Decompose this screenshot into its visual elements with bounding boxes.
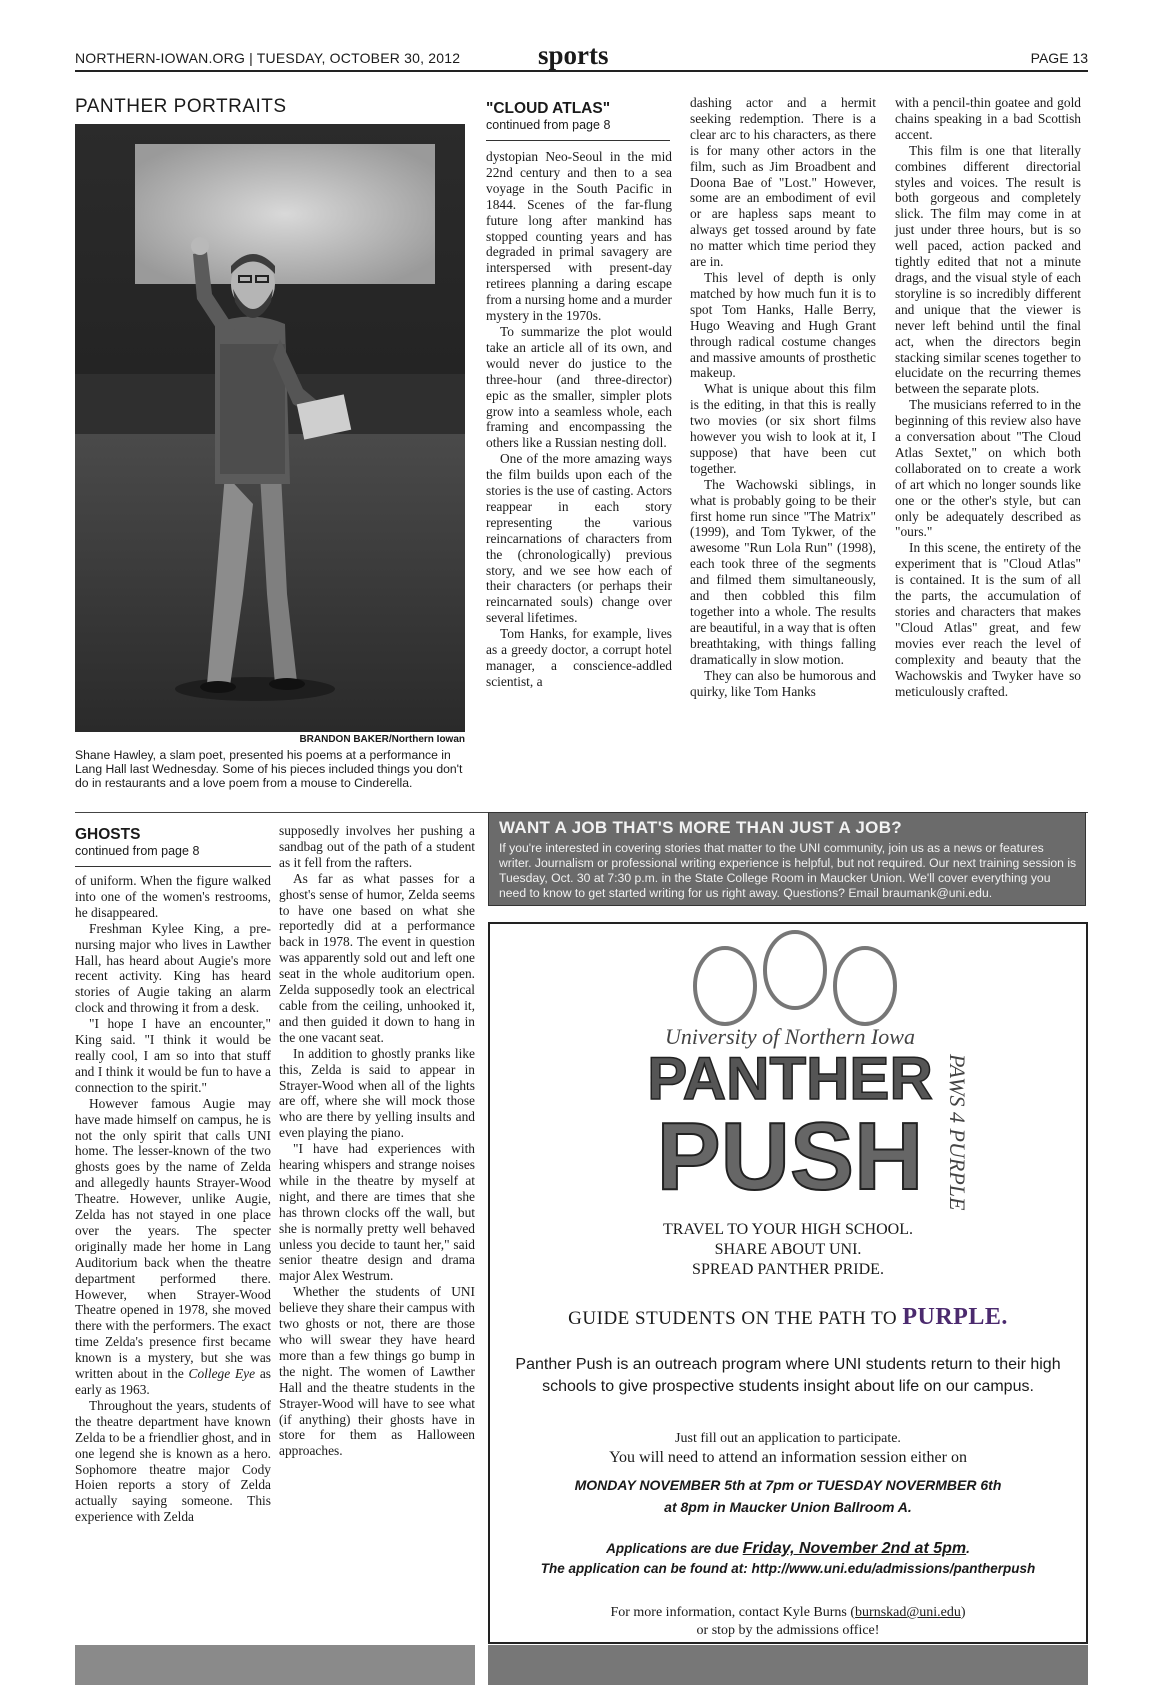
cloud-atlas-continued: continued from page 8 bbox=[486, 118, 611, 132]
callout-share: SHARE ABOUT UNI. bbox=[714, 1241, 862, 1258]
photo-credit: BRANDON BAKER/Northern Iowan bbox=[299, 734, 465, 745]
ghosts-rule bbox=[75, 866, 271, 867]
bottom-ad-strip-right bbox=[488, 1645, 1088, 1685]
paragraph: of uniform. When the figure walked into one of the women's restrooms, he disappeared. bbox=[75, 873, 271, 920]
paragraph: dashing actor and a hermit seeking redemption. There is a clear arc to his characters, as there is for many other actors in the film, such as Jim Broadbent and Doona Bae of "Lost." However, some are an embodiment of evil or are hapless saps meant to always get tossed around by fate no matter which time period they are in. bbox=[690, 95, 876, 270]
bottom-ad-strip-left bbox=[75, 1645, 475, 1685]
cloud-atlas-column-1 bbox=[486, 149, 672, 690]
publication-name: College Eye bbox=[188, 1366, 256, 1382]
apply-line-1: Just fill out an application to participate. bbox=[675, 1431, 901, 1446]
paragraph: This level of depth is only matched by how much fun it is to spot Tom Hanks, Halle Berry, Hugo Weaving and Hugh Grant through radical costume changes and massive amounts of prosthetic makeup. bbox=[690, 269, 876, 381]
paragraph: In addition to ghostly pranks like this, Zelda is said to appear in Strayer-Wood when all of the lights are off, where she will mock those who are there by yelling insults and even playing the piano. bbox=[279, 1045, 475, 1141]
paragraph: Whether the students of UNI believe they share their campus with two ghosts or not, there are those who will swear they have heard more than a few things go bump in the night. The women of Lawther Hall and the theatre students in the Strayer-Wood will have to see what (if anything) their ghosts have in store for them as Halloween approaches. bbox=[279, 1284, 475, 1459]
contact-email[interactable]: burnskad@uni.edu bbox=[855, 1605, 961, 1620]
ad-sessions bbox=[490, 1474, 1086, 1518]
logo-university: University of Northern Iowa bbox=[665, 1024, 915, 1049]
contact-text: For more information, contact Kyle Burns ( bbox=[610, 1605, 856, 1620]
ad-description: Panther Push is an outreach program where UNI students return to their high schools to give prospective students insight about life on our campus. bbox=[515, 1356, 1061, 1395]
performer-photo bbox=[75, 124, 465, 732]
paragraph: In this scene, the entirety of the experiment that is "Cloud Atlas" is contained. It is the sum of all the parts, the accumulation of stories and characters that makes "Cloud Atlas" great, and few movies ever reach the level of complexity and beauty that the Wachowskis and Twyker have so meticulously crafted. bbox=[895, 540, 1081, 699]
paragraph-text: However famous Augie may have made himself on campus, he is not the only spirit that calls UNI home. The lesser-known of the two ghosts goes by the name of Zelda and allegedly haunts Strayer-Wood Theatre. However, unlike Augie, Zelda has not stayed in one place over the years. The specter originally made her home in Lang Auditorium back when the theatre department performed there. However, when Strayer-Wood Theatre opened in 1978, she moved there with the performers. The exact time Zelda's presence first became known is a mystery, but she was written about in the bbox=[75, 1095, 271, 1382]
logo-push: PUSH bbox=[656, 1103, 924, 1210]
paw-toes-icon bbox=[695, 932, 895, 1024]
contact-line-1 bbox=[490, 1604, 1086, 1622]
paragraph: "I hope I have an encounter," King said. "I think it would be really cool, I am so into that stuff and I think it would be fun to have a connection to the spirit." bbox=[75, 1016, 271, 1095]
ghosts-kicker: GHOSTS bbox=[75, 826, 141, 843]
paragraph: One of the more amazing ways the film builds upon each of the stories is the use of casting. Actors reappear in each story representing the various reincarnations of characters from the (chronologically) previous story, and we see how each of their characters (or perhaps their reincarnated souls) change over several lifetimes. bbox=[486, 451, 672, 626]
header-dateline: NORTHERN-IOWAN.ORG | TUESDAY, OCTOBER 30, 2012 bbox=[75, 50, 461, 66]
ad-deadline bbox=[490, 1539, 1086, 1579]
callout-travel: TRAVEL TO YOUR HIGH SCHOOL. bbox=[663, 1221, 913, 1238]
session-line-2: at 8pm in Maucker Union Ballroom A. bbox=[664, 1499, 912, 1515]
panther-push-ad bbox=[488, 922, 1088, 1644]
paragraph: Tom Hanks, for example, lives as a greedy doctor, a corrupt hotel manager, a conscience-addled scientist, a bbox=[486, 626, 672, 689]
job-recruitment-ad bbox=[488, 812, 1086, 906]
section-title: sports bbox=[538, 40, 609, 70]
paragraph: "I have had experiences with hearing whispers and strange noises while in the theatre by myself at night, and there are times that she has thrown clocks off the wall, but she is normally pretty well behaved unless you decide to taunt her," said senior theatre design and drama major Alex Westrum. bbox=[279, 1141, 475, 1284]
job-ad-title: WANT A JOB THAT'S MORE THAN JUST A JOB? bbox=[499, 818, 902, 837]
photo-section-heading: PANTHER PORTRAITS bbox=[75, 96, 287, 117]
apply-line-2: You will need to attend an information session either on bbox=[609, 1449, 967, 1466]
paragraph: The musicians referred to in the beginning of this review also have a conversation about "The Cloud Atlas Sextet," on which both collaborated on to create a work of art which no longer sounds like one or the other's style, but can only be adequately described as "ours." bbox=[895, 397, 1081, 540]
photo-illustration bbox=[75, 124, 465, 732]
header-rule bbox=[75, 70, 1088, 72]
callout-spread: SPREAD PANTHER PRIDE. bbox=[692, 1261, 884, 1278]
ad-callouts bbox=[490, 1220, 1086, 1280]
page-number: PAGE 13 bbox=[1030, 50, 1088, 66]
tagline-text: GUIDE STUDENTS ON THE PATH TO bbox=[568, 1308, 903, 1329]
paragraph: As far as what passes for a ghost's sense of humor, Zelda seems to have one based on what she reportedly did at a performance back in 1978. The event in question was apparently sold out and left one seat in the whole auditorium open. Zelda supposedly took an electrical cable from the ceiling, unhooked it, and then guided it down to hang in the one vacant seat. bbox=[279, 870, 475, 1045]
application-url[interactable]: The application can be found at: http://www.uni.edu/admissions/pantherpush bbox=[540, 1561, 1036, 1576]
ghosts-jump-head bbox=[75, 826, 199, 858]
paragraph: with a pencil-thin goatee and gold chains speaking in a bad Scottish accent. bbox=[895, 95, 1081, 142]
paragraph: To summarize the plot would take an article all of its own, and would never do justice to the three-hour (and three-director) epic as the smaller, simpler plots grow into a seamless whole, each framing and encompassing the others like a Russian nesting doll. bbox=[486, 323, 672, 451]
paragraph: They can also be humorous and quirky, like Tom Hanks bbox=[690, 667, 876, 699]
panther-push-logo bbox=[490, 924, 1086, 1214]
cloud-atlas-column-3 bbox=[895, 95, 1081, 699]
ad-contact bbox=[490, 1604, 1086, 1640]
deadline-date: Friday, November 2nd at 5pm bbox=[742, 1540, 967, 1557]
ghosts-continued: continued from page 8 bbox=[75, 844, 200, 858]
paragraph bbox=[75, 1096, 271, 1398]
ad-tagline bbox=[490, 1304, 1086, 1331]
logo-panther: PANTHER bbox=[647, 1045, 933, 1112]
cloud-atlas-kicker: "CLOUD ATLAS" bbox=[486, 100, 611, 117]
cloud-atlas-jump-head bbox=[486, 100, 610, 132]
paragraph: The Wachowski siblings, in what is probably going to be their first home run since "The Matrix" (1999), and Tom Tykwer, of the awesome "Run Lola Run" (1998), each took three of the segments and filmed them simultaneously, and then cobbled this film together into a whole. The results are beautiful, in a way that is often breathtaking, with things falling dramatically in slow motion. bbox=[690, 476, 876, 667]
cloud-atlas-rule bbox=[486, 140, 670, 141]
cloud-atlas-column-2 bbox=[690, 95, 876, 699]
ghosts-column-1 bbox=[75, 873, 271, 1525]
session-line-1: MONDAY NOVEMBER 5th at 7pm or TUESDAY NOVERMBER 6th bbox=[574, 1477, 1002, 1493]
paragraph-text: as early as 1963. bbox=[75, 1366, 271, 1397]
paragraph: This film is one that literally combines different directorial styles and voices. The result is both gorgeous and completely slick. The film may come in at just under three hours, but is so well paced, action packed and tightly edited that not a minute drags, and the visual style of each storyline is so incredibly different and unique that the viewer is never left behind until the final act, when the directors begin stacking similar scenes together to elucidate on the recurring themes between the separate plots. bbox=[895, 142, 1081, 397]
photo-caption: Shane Hawley, a slam poet, presented his poems at a performance in Lang Hall last Wednesday. Some of his pieces included things you don't do in restaurants and a love poem from a mouse to Cinderella. bbox=[75, 748, 463, 790]
deadline-label: Applications are due bbox=[606, 1541, 743, 1556]
deadline-period: . bbox=[966, 1541, 970, 1556]
paragraph: What is unique about this film is the editing, in that this is really two movies (or six short films however you wish to look at it, I suppose) that have been cut together. bbox=[690, 381, 876, 476]
paragraph: supposedly involves her pushing a sandbag out of the path of a student as it fell from the rafters. bbox=[279, 823, 475, 870]
ghosts-column-2 bbox=[279, 823, 475, 1459]
deadline-line bbox=[490, 1539, 1086, 1559]
job-ad-body: If you're interested in covering stories that matter to the UNI community, join us as a news or features writer. Journalism or professional writing experience is helpful, but not required. Our next training session is Tuesday, Oct. 30 at 7:30 p.m. in the State College Room in Maucker Union. We'll cover everything you need to know to get started writing for us right away. Questions? Email braumank@uni.edu. bbox=[499, 841, 1077, 900]
contact-text-end: ) bbox=[960, 1605, 966, 1620]
tagline-purple: PURPLE. bbox=[902, 1304, 1008, 1330]
paragraph: dystopian Neo-Seoul in the mid 22nd century and then to a sea voyage in the South Pacific in 1844. Scenes of the far-flung future long after mankind has stopped counting years and has degraded in primal savagery are interspersed with present-day retirees planning a daring escape from a nursing home and a murder mystery in the 1970s. bbox=[486, 149, 672, 324]
ad-apply-info bbox=[490, 1429, 1086, 1467]
logo-side-text: PAWS 4 PURPLE bbox=[945, 1054, 970, 1211]
paragraph: Freshman Kylee King, a pre-nursing major who lives in Lawther Hall, has heard about Augie's more recent activity. King has heard stories of Augie taking an alarm clock and throwing it from a desk. bbox=[75, 920, 271, 1016]
contact-line-2: or stop by the admissions office! bbox=[696, 1623, 880, 1638]
paragraph: Throughout the years, students of the theatre department have known Zelda to be a friendlier ghost, and in one legend she is known as a hero. Sophomore theatre major Cody Hoien reports a story of Zelda actually saying someone. This experience with Zelda bbox=[75, 1397, 271, 1525]
